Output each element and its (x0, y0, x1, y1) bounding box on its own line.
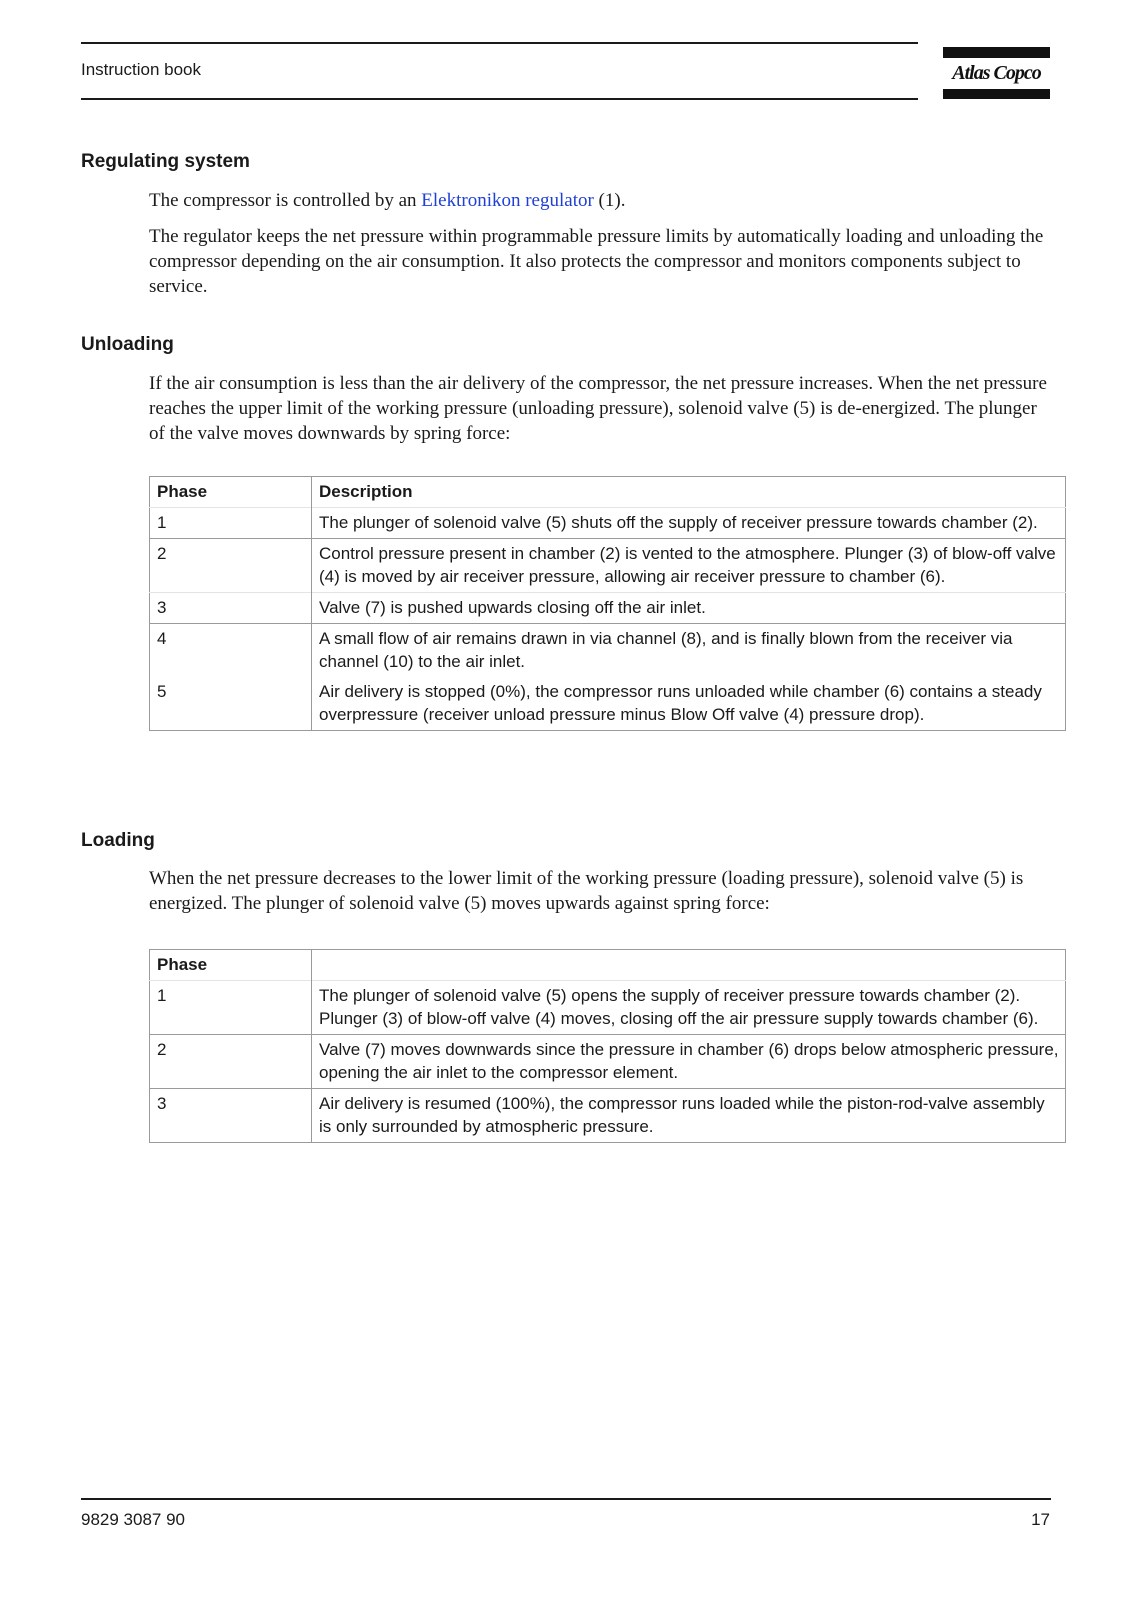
phase-cell: 1 (157, 513, 167, 532)
column-header-phase: Phase (157, 955, 208, 974)
table-row (150, 677, 1066, 731)
description-cell: Air delivery is stopped (0%), the compressor runs unloaded while chamber (6) contains a steady overpressure (receiver unload pressure minus Blow Off valve (4) pressure drop). (312, 677, 1066, 731)
footer-rule (81, 1498, 1051, 1500)
table-row (150, 539, 1066, 593)
regulating-paragraph-1 (149, 188, 1049, 213)
column-header-description: Description (312, 477, 1066, 508)
description-cell: The plunger of solenoid valve (5) opens the supply of receiver pressure towards chamber (2). Plunger (3) of blow-off valve (4) moves, closing off the air pressure supply towards chamber (6). (312, 981, 1066, 1035)
description-cell: The plunger of solenoid valve (5) shuts off the supply of receiver pressure towards chamber (2). (312, 508, 1066, 539)
phase-cell: 3 (157, 598, 167, 617)
header-title: Instruction book (81, 60, 202, 79)
phase-cell: 4 (157, 629, 167, 648)
heading-loading: Loading (81, 830, 155, 851)
logo-bottom-bar (943, 89, 1050, 99)
column-header-description (312, 950, 1066, 981)
unloading-intro: If the air consumption is less than the air delivery of the compressor, the net pressure increases. When the net pressure reaches the upper limit of the working pressure (unloading pressure), solenoid valve (5) is de-energized. The plunger of the valve moves downwards by spring force: (149, 373, 1047, 444)
regulating-p1-before: The compressor is controlled by an (149, 190, 422, 211)
description-cell: Air delivery is resumed (100%), the compressor runs loaded while the piston-rod-valve assembly is only surrounded by atmospheric pressure. (312, 1089, 1066, 1143)
description-cell: A small flow of air remains drawn in via channel (8), and is finally blown from the receiver via channel (10) to the air inlet. (312, 624, 1066, 678)
phase-cell: 1 (157, 986, 167, 1005)
column-header-phase: Phase (157, 482, 208, 501)
description-cell: Valve (7) is pushed upwards closing off the air inlet. (312, 593, 1066, 624)
header-bottom-rule (81, 98, 918, 100)
phase-cell: 2 (157, 544, 167, 563)
regulating-paragraph-2: The regulator keeps the net pressure within programmable pressure limits by automatically loading and unloading the compressor depending on the air consumption. It also protects the compressor and monitors components subject to service. (149, 226, 1044, 297)
loading-phase-table (149, 949, 1066, 1143)
phase-cell: 2 (157, 1040, 167, 1059)
table-header-row (150, 950, 1066, 981)
phase-cell: 3 (157, 1094, 167, 1113)
table-row (150, 593, 1066, 624)
description-cell: Control pressure present in chamber (2) is vented to the atmosphere. Plunger (3) of blow-off valve (4) is moved by air receiver pressure, allowing air receiver pressure to chamber (6). (312, 539, 1066, 593)
unloading-phase-table (149, 476, 1066, 731)
regulating-p1-after: (1). (593, 190, 626, 211)
heading-unloading: Unloading (81, 334, 174, 355)
header-top-rule (81, 42, 918, 44)
logo-wordmark: Atlas Copco (952, 62, 1041, 84)
heading-regulating-system: Regulating system (81, 151, 250, 172)
elektronikon-regulator-link[interactable]: Elektronikon regulator (421, 190, 594, 211)
table-row (150, 624, 1066, 678)
table-row (150, 1035, 1066, 1089)
loading-intro: When the net pressure decreases to the lower limit of the working pressure (loading pressure), solenoid valve (5) is energized. The plunger of solenoid valve (5) moves upwards against spring force: (149, 868, 1024, 914)
description-cell: Valve (7) moves downwards since the pressure in chamber (6) drops below atmospheric pressure, opening the air inlet to the compressor element. (312, 1035, 1066, 1089)
phase-cell: 5 (157, 682, 167, 701)
table-header-row (150, 477, 1066, 508)
page-number: 17 (1031, 1510, 1050, 1529)
table-row (150, 508, 1066, 539)
atlas-copco-logo (943, 47, 1050, 99)
table-row (150, 981, 1066, 1035)
table-row (150, 1089, 1066, 1143)
logo-top-bar (943, 47, 1050, 58)
document-number: 9829 3087 90 (81, 1510, 185, 1529)
